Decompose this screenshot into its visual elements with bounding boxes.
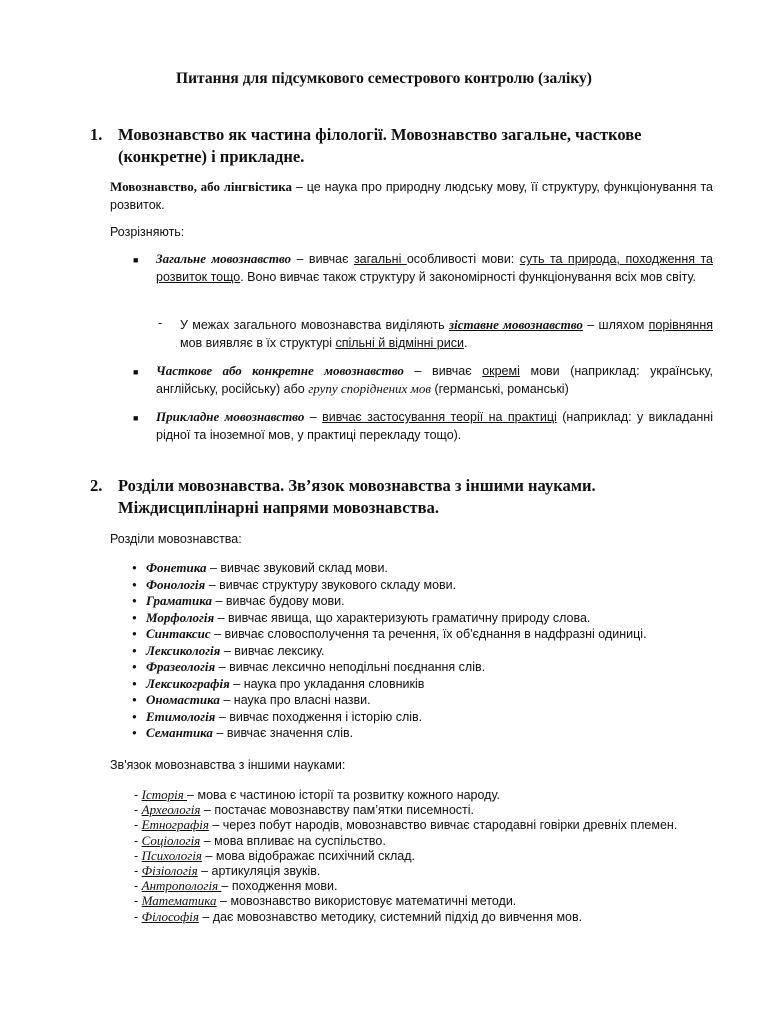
science-text: – мова відображає психічний склад.	[201, 848, 415, 863]
heading-line: Мовознавство як частина філології. Мовознавство загальне, часткове	[118, 125, 642, 144]
section-text: – вивчає словосполучення та речення, їх об'єднання в надфразні одиниці.	[210, 627, 647, 641]
section-term: Ономастика	[146, 692, 220, 707]
section-text: – вивчає лексично неподільні поєднання слів.	[215, 660, 486, 674]
section-term: Семантика	[146, 725, 213, 740]
definition-text: – це наука про природну людську мову, її структуру, функціонування та розвиток.	[110, 180, 713, 212]
dash-item-comparative	[180, 316, 713, 352]
italic-text: групу споріднених мов	[308, 381, 431, 396]
science-term: Психологія	[141, 847, 202, 863]
section-term: Лексикологія	[146, 642, 221, 658]
science-text: – походження мови.	[221, 879, 338, 894]
list-item	[132, 593, 647, 610]
science-term: Антропологія	[141, 878, 222, 894]
section-term: Фонетика	[146, 560, 207, 575]
question-number: 1.	[90, 125, 103, 144]
question-1-heading	[92, 124, 714, 168]
science-text: – мова впливає на суспільство.	[200, 833, 386, 848]
bullet-text: – вивчає	[291, 252, 354, 266]
list-item: - Історія – мова є частиною історії та розвитку кожного народу.	[134, 787, 500, 802]
bullet-term: Часткове або конкретне мовознавство	[156, 363, 404, 378]
definition-paragraph	[110, 178, 713, 214]
list-item	[132, 725, 647, 742]
science-term: Соціологія	[141, 832, 201, 848]
question-2-heading	[92, 475, 714, 519]
section-text: – наука про власні назви.	[219, 693, 371, 707]
bullet-text: . Воно вивчає також структуру й закономірності функціонування всіх мов світу.	[240, 270, 696, 284]
question-number: 2.	[90, 476, 103, 495]
square-bullet-icon: ■	[133, 255, 139, 265]
section-term: Синтаксис	[146, 626, 211, 641]
links-label: Зв'язок мовознавства з іншими науками:	[110, 758, 346, 772]
distinguish-label: Розрізняють:	[110, 225, 185, 239]
dash-text: мов виявляє в їх структурі	[180, 336, 336, 350]
section-text: – вивчає значення слів.	[212, 726, 354, 740]
bullet-partial-linguistics	[156, 362, 713, 398]
links-list	[134, 787, 677, 924]
definition-term: Мовознавство, або лінгвістика	[110, 179, 293, 194]
underlined-text: окремі	[482, 364, 520, 378]
bullet-text: –	[304, 410, 323, 424]
science-text: – мова є частиною історії та розвитку кожного народу.	[187, 788, 500, 802]
dash-text: – шляхом	[582, 318, 649, 332]
list-item: - Антропологія – походження мови.	[134, 878, 338, 894]
underlined-text: суть та природа, походження та розвиток тощо	[156, 252, 713, 284]
page-title: Питання для підсумкового семестрового контролю (заліку)	[176, 70, 592, 87]
bullet-text: особливості мови:	[406, 252, 520, 266]
list-item	[132, 676, 647, 693]
section-text: – вивчає структуру звукового складу мови.	[205, 577, 457, 592]
bullet-applied-linguistics	[156, 408, 713, 444]
heading-line: (конкретне) і прикладне.	[118, 147, 305, 166]
section-text: – вивчає походження і історію слів.	[215, 709, 423, 724]
list-item	[132, 659, 647, 676]
square-bullet-icon: ■	[133, 413, 139, 423]
section-text: – вивчає звуковий склад мови.	[206, 561, 388, 575]
list-item	[132, 626, 647, 643]
heading-line: Розділи мовознавства. Зв’язок мовознавства з іншими науками.	[118, 476, 596, 495]
underlined-text: порівняння	[648, 318, 713, 332]
section-text: – вивчає лексику.	[220, 643, 325, 658]
list-item	[132, 709, 647, 726]
science-term: Математика	[141, 893, 217, 909]
science-text: – мовознавство використовує математичні методи.	[216, 894, 517, 909]
section-text: – вивчає будову мови.	[212, 594, 345, 608]
sections-list	[132, 560, 647, 742]
section-term: Фонологія	[146, 576, 206, 592]
list-item: - Психологія – мова відображає психічний склад.	[134, 847, 415, 863]
science-term: Археологія	[141, 802, 201, 818]
heading-line: Міждисциплінарні напрями мовознавства.	[118, 498, 439, 517]
dash-text: У межах загального мовознавства виділяють	[180, 318, 450, 332]
list-item	[132, 643, 647, 660]
list-item: - Соціологія – мова впливає на суспільство.	[134, 832, 386, 848]
sections-label: Розділи мовознавства:	[110, 532, 242, 546]
bullet-term: Прикладне мовознавство	[156, 409, 305, 424]
list-item: - Етнографія – через побут народів, мовознавство вивчає стародавні говірки древніх племен.	[134, 817, 678, 833]
section-text: – вивчає явища, що характеризують граматичну природу слова.	[214, 610, 591, 625]
science-text: – через побут народів, мовознавство вивчає стародавні говірки древніх племен.	[208, 818, 678, 833]
science-term: Філософія	[141, 908, 199, 924]
dash-marker: -	[158, 316, 163, 330]
bullet-term: Загальне мовознавство	[156, 251, 292, 266]
section-text: – наука про укладання словників	[229, 676, 425, 691]
section-term: Лексикографія	[146, 675, 230, 691]
list-item	[132, 610, 647, 627]
section-term: Граматика	[146, 593, 213, 608]
list-item	[132, 577, 647, 594]
list-item: - Фізіологія – артикуляція звуків.	[134, 862, 321, 878]
list-item: - Археологія – постачає мовознавству пам’ятки писемності.	[134, 802, 475, 818]
section-term: Морфологія	[146, 609, 215, 625]
science-text: – постачає мовознавству пам’ятки писемності.	[200, 803, 475, 818]
bullet-text: (наприклад: у викладанні рідної та іноземної мов, у практиці перекладу тощо).	[156, 410, 713, 442]
bullet-text: мови (наприклад: українську, англійську, російську) або	[156, 364, 713, 396]
underlined-text: вивчає застосування теорії на практиці	[322, 410, 557, 424]
list-item: - Математика – мовознавство використовує математичні методи.	[134, 893, 517, 909]
square-bullet-icon: ■	[133, 367, 139, 377]
bullet-text: – вивчає	[403, 364, 483, 378]
science-term: Фізіологія	[141, 862, 198, 878]
science-text: – артикуляція звуків.	[197, 863, 321, 878]
science-term: Історія	[141, 787, 188, 802]
dash-term: зіставне мовознавство	[449, 317, 583, 332]
bullet-general-linguistics	[156, 250, 713, 286]
dash-text: .	[463, 336, 468, 350]
list-item	[132, 692, 647, 709]
section-term: Фразеологія	[146, 659, 216, 674]
science-term: Етнографія	[141, 817, 209, 833]
list-item: - Філософія – дає мовознавство методику, системний підхід до вивчення мов.	[134, 908, 583, 924]
section-term: Етимологія	[146, 708, 216, 724]
bullet-text: (германські, романські)	[431, 382, 569, 396]
list-item	[132, 560, 647, 577]
underlined-text: загальні	[353, 252, 407, 266]
science-text: – дає мовознавство методику, системний підхід до вивчення мов.	[198, 909, 583, 924]
underlined-text: спільні й відмінні риси	[335, 336, 464, 350]
